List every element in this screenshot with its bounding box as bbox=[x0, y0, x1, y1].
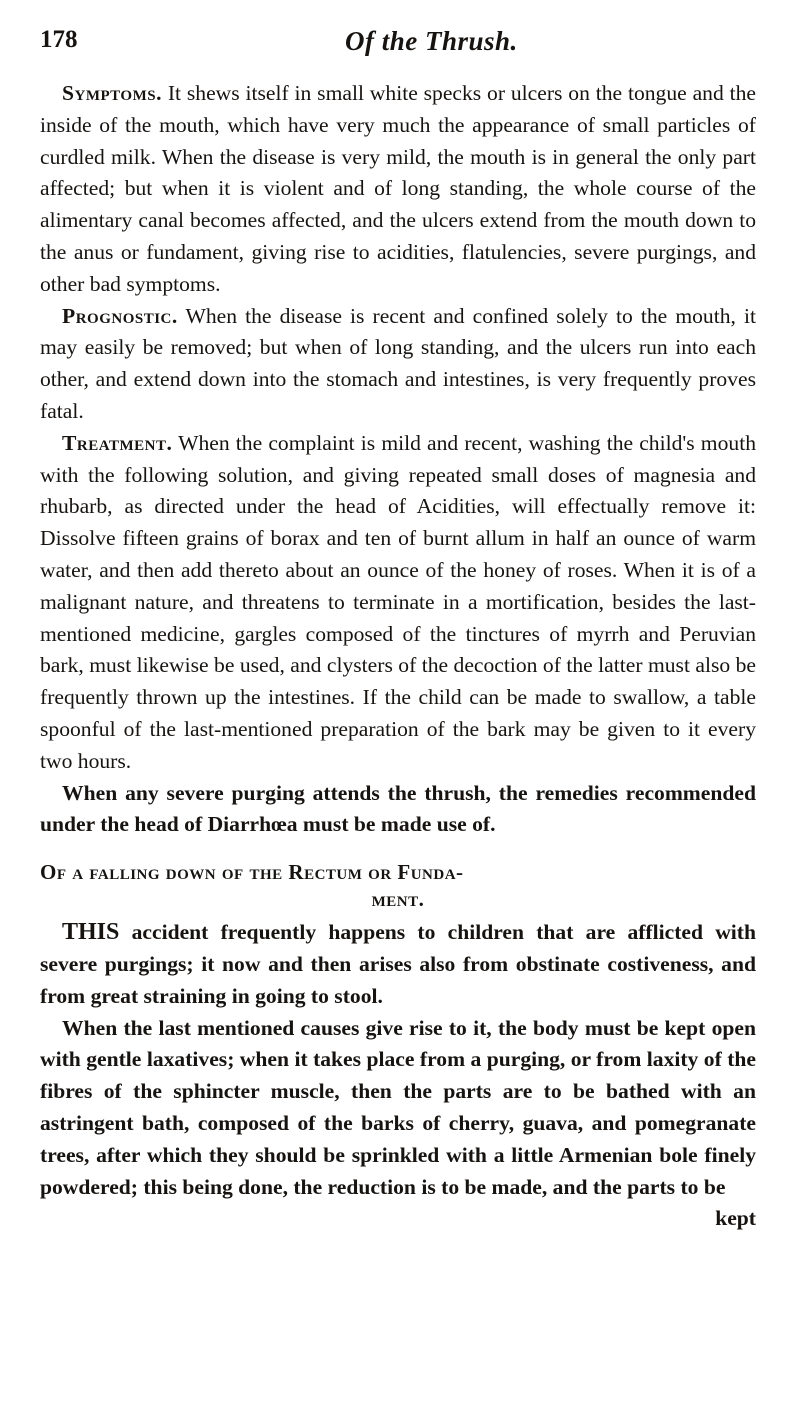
symptoms-paragraph bbox=[40, 78, 756, 301]
section-paragraph-1 bbox=[40, 917, 756, 1012]
symptoms-text: It shews itself in small white specks or ulcers on the tongue and the inside of the mouth, which have very much the appearance of small particles of curdled milk. When the disease is very mild, the mouth is in general the only part affected; but when it is violent and of long standing, the whole course of the alimentary canal becomes affected, and the ulcers extend from the mouth down to the anus or fundament, giving rise to acidities, flatulencies, severe purgings, and other bad symptoms. bbox=[40, 81, 756, 296]
section-heading-line2: ment. bbox=[371, 887, 425, 912]
catchword: kept bbox=[715, 1206, 756, 1231]
page-header bbox=[40, 26, 756, 78]
prognostic-paragraph bbox=[40, 301, 756, 428]
page-body bbox=[40, 78, 756, 1235]
page-number: 178 bbox=[40, 26, 78, 53]
drop-word: THIS bbox=[62, 919, 120, 946]
prognostic-text: When the disease is recent and confined solely to the mouth, it may easily be removed; but when of long standing, and the ulcers run into each other, and extend down into the stomach and intestines, is very frequently proves fatal. bbox=[40, 303, 756, 423]
treatment-text: When the complaint is mild and recent, washing the child's mouth with the following solution, and giving repeated small doses of magnesia and rhubarb, as directed under the head of Acidities, will effectually remove it: Dissolve fifteen grains of borax and ten of burnt allum in half an ounce of warm water, and then add thereto about an ounce of the honey of roses. When it is of a malignant nature, and threatens to terminate in a mortification, besides the last-mentioned medicine, gargles composed of the tinctures of myrrh and Peruvian bark, must likewise be used, and clysters of the decoction of the latter must also be frequently thrown up the intestines. If the child can be made to swallow, a table spoonful of the last-mentioned preparation of the bark may be given to it every two hours. bbox=[40, 430, 756, 773]
section-paragraph-1-text: accident frequently happens to children that are afflicted with severe purgings; it now and then arises also from obstinate costiveness, and from great straining in going to stool. bbox=[40, 920, 756, 1008]
section-paragraph-2: When the last mentioned causes give rise to it, the body must be kept open with gentle laxatives; when it takes place from a purging, or from laxity of the fibres of the sphincter muscle, then the parts are to be bathed with an astringent bath, composed of the barks of cherry, guava, and pomegranate trees, after which they should be sprinkled with a little Armenian bole finely powdered; this being done, the reduction is to be made, and the parts to be bbox=[40, 1015, 756, 1199]
section-heading-line1: Of a falling down of the Rectum or Funda- bbox=[40, 860, 464, 885]
symptoms-label: Symptoms. bbox=[62, 81, 162, 105]
running-head: Of the Thrush. bbox=[345, 26, 518, 56]
section-heading bbox=[40, 859, 756, 913]
prognostic-label: Prognostic. bbox=[62, 303, 178, 328]
treatment-label: Treatment. bbox=[62, 430, 173, 455]
treatment-paragraph bbox=[40, 428, 756, 778]
purging-paragraph: When any severe purging attends the thrush, the remedies recommended under the head of Diarrhœa must be made use of. bbox=[40, 780, 756, 837]
